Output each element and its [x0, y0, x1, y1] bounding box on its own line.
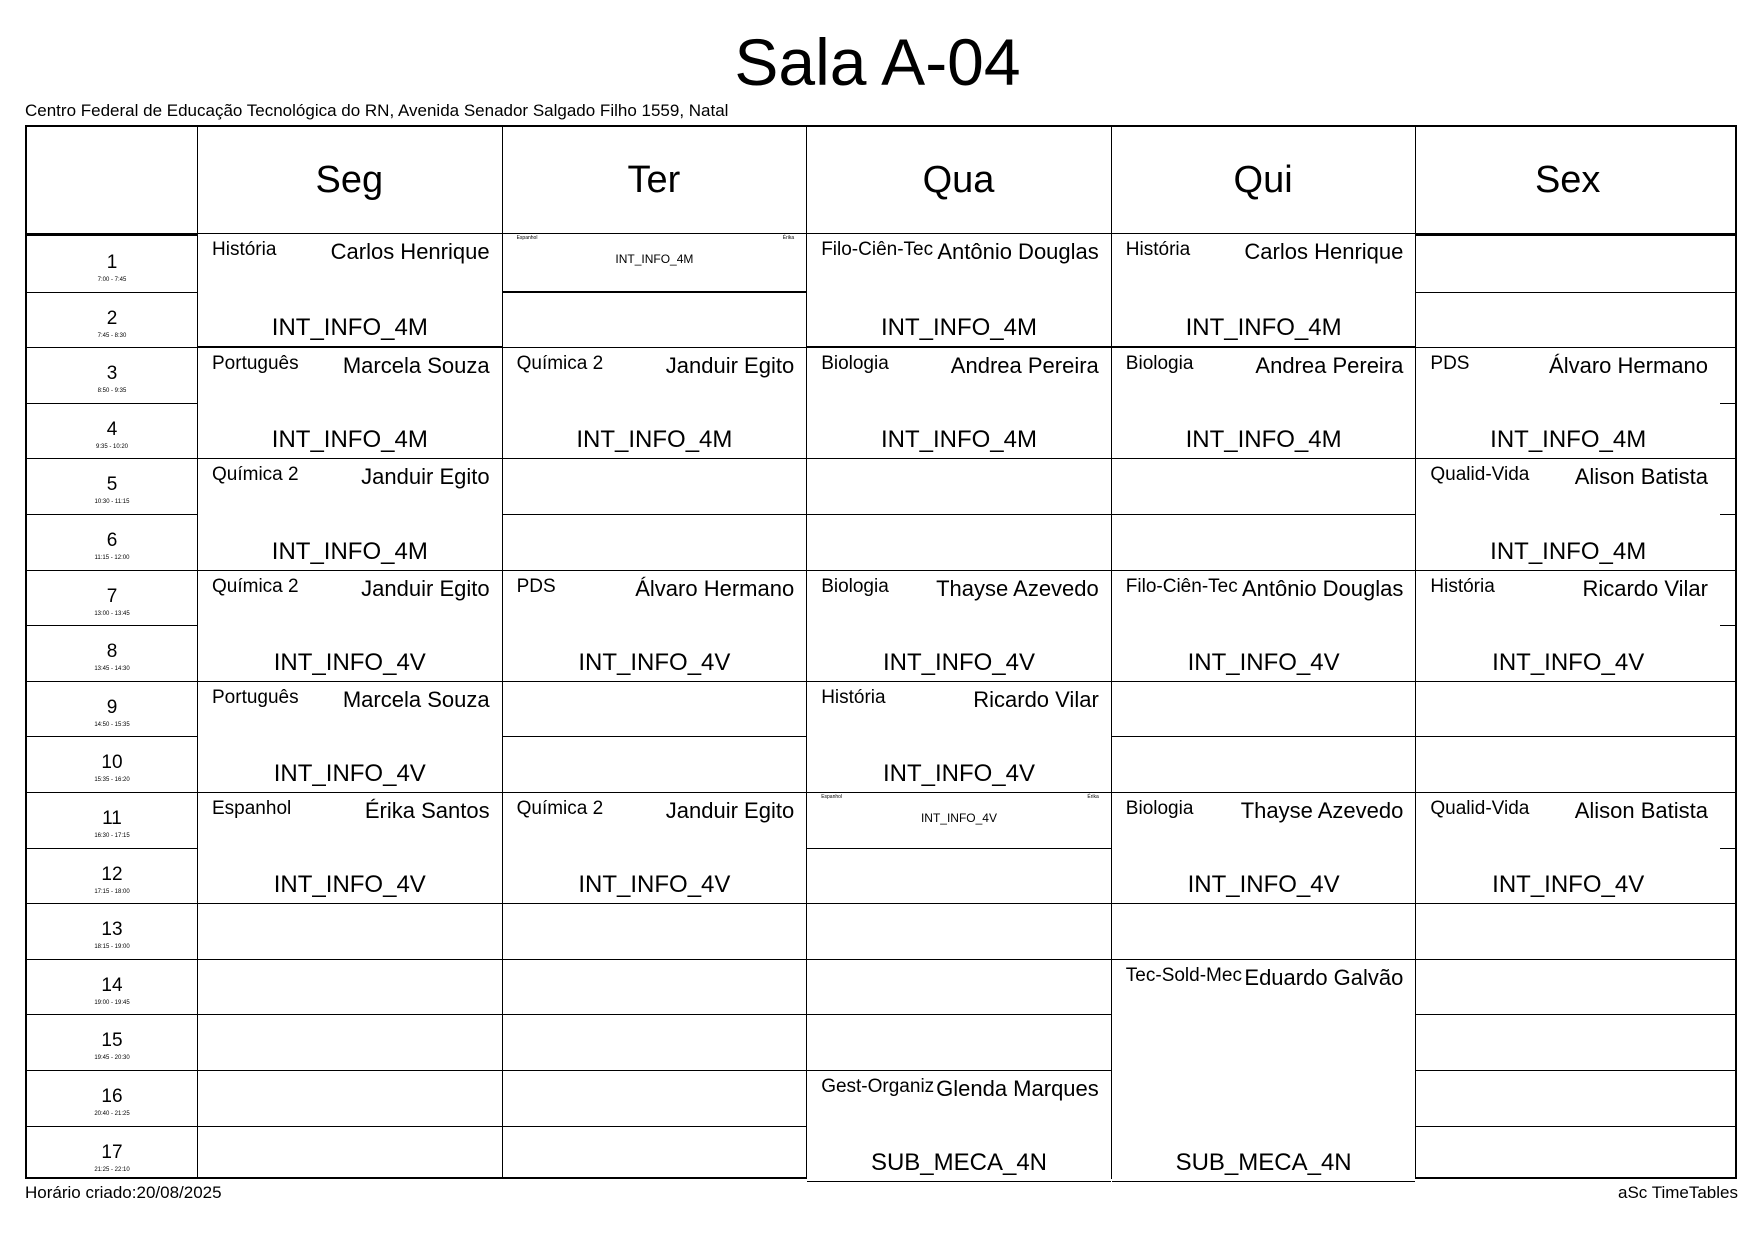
- lesson-class: INT_INFO_4V: [273, 871, 426, 899]
- period-time: 18:15 - 19:00: [94, 944, 130, 951]
- period-number: 1: [106, 252, 118, 273]
- lesson-teacher: Janduir Egito: [361, 464, 490, 490]
- lesson-class: INT_INFO_4M: [1185, 314, 1342, 342]
- period-time: 19:45 - 20:30: [94, 1055, 130, 1062]
- period-label: [27, 403, 197, 459]
- lesson-teacher: Andrea Pereira: [950, 353, 1099, 379]
- page-title: Sala A-04: [734, 25, 1021, 99]
- lesson-subject: PDS: [516, 575, 556, 597]
- lesson-card[interactable]: [1112, 792, 1416, 904]
- period-label: [27, 1126, 197, 1182]
- period-label: [27, 1070, 197, 1126]
- lesson-class: INT_INFO_4V: [882, 648, 1035, 676]
- lesson-teacher: Marcela Souza: [342, 353, 490, 379]
- period-number: 17: [101, 1141, 123, 1163]
- period-time: 7:45 - 8:30: [97, 332, 127, 339]
- period-time: 13:00 - 13:45: [94, 610, 130, 617]
- timetable-grid: [25, 125, 1737, 1179]
- lesson-subject: Espanhol: [821, 794, 843, 800]
- lesson-subject: Filo-Ciên-Tec: [1125, 575, 1238, 597]
- period-number: 12: [101, 863, 123, 885]
- row-divider: [27, 1014, 1735, 1015]
- period-label: [27, 903, 197, 959]
- lesson-class: INT_INFO_4V: [882, 759, 1035, 787]
- lesson-subject: Espanhol: [516, 235, 538, 241]
- lesson-subject: História: [1125, 239, 1191, 260]
- lesson-card[interactable]: [807, 570, 1111, 682]
- lesson-card[interactable]: [198, 458, 502, 570]
- period-label: [27, 792, 197, 848]
- school-address: Centro Federal de Educação Tecnológica do RN, Avenida Senador Salgado Filho 1559, Natal: [25, 101, 729, 120]
- period-label: [27, 848, 197, 904]
- lesson-card[interactable]: [1112, 570, 1416, 682]
- lesson-card[interactable]: [1112, 959, 1416, 1182]
- lesson-teacher: Glenda Marques: [936, 1076, 1099, 1101]
- day-header-0: Seg: [315, 158, 384, 201]
- lesson-card[interactable]: [198, 347, 502, 459]
- lesson-class: SUB_MECA_4N: [1175, 1149, 1352, 1177]
- lesson-class: INT_INFO_4M: [615, 252, 694, 266]
- lesson-subject: História: [1430, 575, 1495, 597]
- lesson-card[interactable]: [503, 792, 807, 904]
- lesson-card[interactable]: [807, 681, 1111, 793]
- lesson-teacher: Eduardo Galvão: [1244, 964, 1404, 990]
- lesson-class: SUB_MECA_4N: [870, 1149, 1048, 1177]
- period-time: 16:30 - 17:15: [94, 833, 130, 839]
- lesson-class: INT_INFO_4V: [578, 648, 731, 676]
- period-label: [27, 959, 197, 1015]
- creation-date: Horário criado:20/08/2025: [25, 1183, 222, 1202]
- lesson-teacher: Marcela Souza: [342, 686, 490, 712]
- lesson-teacher: Álvaro Hermano: [1549, 353, 1708, 379]
- period-label: [27, 625, 197, 681]
- period-time: 14:50 - 15:35: [94, 721, 130, 728]
- period-time: 11:15 - 12:00: [94, 555, 130, 561]
- lesson-subject: Filo-Ciên-Tec: [821, 239, 934, 260]
- period-time: 7:00 - 7:45: [97, 277, 127, 283]
- day-header-4: Sex: [1534, 158, 1601, 201]
- lesson-teacher: Carlos Henrique: [1244, 239, 1404, 264]
- lesson-subject: História: [821, 686, 886, 708]
- period-number: 7: [106, 585, 118, 607]
- period-number: 2: [106, 307, 118, 329]
- lesson-teacher: Ricardo Vilar: [1582, 575, 1708, 601]
- lesson-class: INT_INFO_4V: [273, 759, 426, 787]
- lesson-subject: Qualid-Vida: [1430, 464, 1530, 486]
- lesson-class: INT_INFO_4M: [576, 426, 733, 454]
- lesson-class: INT_INFO_4V: [1187, 871, 1340, 899]
- lesson-card[interactable]: [1416, 570, 1720, 682]
- lesson-class: INT_INFO_4M: [880, 426, 1037, 454]
- period-label: [27, 292, 197, 348]
- lesson-teacher: Alison Batista: [1574, 798, 1708, 823]
- period-number: 15: [101, 1030, 123, 1052]
- lesson-teacher: Antônio Douglas: [1241, 575, 1404, 601]
- period-number: 6: [106, 530, 118, 551]
- lesson-card[interactable]: [198, 234, 502, 347]
- lesson-subject: Química 2: [516, 353, 604, 375]
- lesson-class: INT_INFO_4V: [273, 648, 426, 676]
- lesson-subject: Português: [212, 353, 299, 375]
- lesson-teacher: Alison Batista: [1574, 464, 1708, 490]
- lesson-teacher: Antônio Douglas: [937, 239, 1099, 264]
- period-number: 11: [102, 808, 122, 829]
- lesson-subject: PDS: [1430, 353, 1470, 375]
- lesson-card[interactable]: [198, 681, 502, 793]
- software-credit: aSc TimeTables: [1618, 1183, 1738, 1202]
- lesson-subject: Biologia: [1125, 353, 1194, 375]
- lesson-subject: Biologia: [821, 575, 889, 597]
- period-label: [27, 736, 197, 792]
- period-label: [27, 347, 197, 403]
- lesson-class: INT_INFO_4V: [1187, 648, 1340, 676]
- period-time: 9:35 - 10:20: [95, 443, 129, 450]
- lesson-card[interactable]: [1112, 234, 1416, 347]
- period-time: 13:45 - 14:30: [94, 666, 130, 673]
- lesson-subject: Português: [212, 686, 299, 708]
- lesson-card[interactable]: [1416, 347, 1720, 459]
- lesson-subject: Química 2: [212, 464, 299, 486]
- day-header-3: Qui: [1233, 158, 1293, 201]
- lesson-class: INT_INFO_4V: [578, 871, 731, 899]
- period-time: 17:15 - 18:00: [94, 888, 130, 895]
- period-number: 14: [101, 974, 123, 996]
- period-number: 10: [101, 752, 123, 774]
- lesson-card[interactable]: [198, 792, 502, 904]
- lesson-card[interactable]: [503, 347, 807, 459]
- lesson-teacher: Érika: [782, 235, 795, 241]
- lesson-card[interactable]: [1416, 458, 1720, 570]
- lesson-class: INT_INFO_4V: [920, 811, 997, 825]
- period-time: 15:35 - 16:20: [94, 777, 130, 784]
- lesson-card[interactable]: [1416, 792, 1720, 904]
- period-label: [27, 570, 197, 626]
- lesson-class: INT_INFO_4V: [1492, 648, 1645, 676]
- lesson-teacher: Janduir Egito: [361, 575, 490, 601]
- lesson-card[interactable]: [807, 1070, 1111, 1182]
- lesson-subject: Gest-Organiz: [821, 1076, 935, 1097]
- lesson-teacher: Andrea Pereira: [1255, 353, 1404, 379]
- lesson-subject: Qualid-Vida: [1430, 798, 1530, 819]
- lesson-teacher: Érika: [1087, 794, 1099, 800]
- lesson-teacher: Thayse Azevedo: [1240, 798, 1404, 823]
- lesson-teacher: Thayse Azevedo: [936, 575, 1099, 601]
- period-time: 21:25 - 22:10: [94, 1166, 130, 1173]
- lesson-class: INT_INFO_4M: [1490, 426, 1647, 454]
- lesson-subject: Tec-Sold-Mec: [1125, 964, 1242, 986]
- period-time: 10:30 - 11:15: [94, 499, 130, 506]
- lesson-teacher: Érika Santos: [364, 798, 490, 823]
- lesson-card[interactable]: [1112, 347, 1416, 459]
- lesson-teacher: Janduir Egito: [665, 798, 795, 823]
- lesson-card[interactable]: [198, 570, 502, 682]
- lesson-subject: Biologia: [821, 353, 889, 375]
- period-label: [27, 236, 197, 292]
- period-label: [27, 1014, 197, 1070]
- lesson-subject: Espanhol: [212, 798, 292, 819]
- lesson-card[interactable]: [503, 570, 807, 682]
- period-label: [27, 681, 197, 737]
- period-number: 9: [106, 696, 118, 718]
- lesson-subject: Química 2: [516, 798, 604, 819]
- period-time: 8:50 - 9:35: [97, 388, 127, 395]
- lesson-class: INT_INFO_4M: [1490, 537, 1647, 565]
- row-divider: [27, 959, 1735, 960]
- lesson-class: INT_INFO_4V: [1492, 871, 1645, 899]
- lesson-class: INT_INFO_4M: [880, 314, 1037, 342]
- lesson-class: INT_INFO_4M: [271, 426, 428, 454]
- period-number: 8: [106, 641, 118, 663]
- period-time: 20:40 - 21:25: [94, 1111, 130, 1117]
- lesson-card[interactable]: [807, 347, 1111, 459]
- lesson-class: INT_INFO_4M: [271, 537, 428, 565]
- lesson-teacher: Janduir Egito: [665, 353, 795, 379]
- period-label: [27, 458, 197, 514]
- lesson-subject: História: [212, 239, 277, 260]
- lesson-card[interactable]: [807, 234, 1111, 347]
- period-number: 13: [101, 919, 123, 941]
- lesson-subject: Química 2: [212, 575, 299, 597]
- period-label: [27, 514, 197, 570]
- day-header-1: Ter: [627, 158, 681, 201]
- day-header-2: Qua: [922, 158, 995, 201]
- lesson-teacher: Carlos Henrique: [330, 239, 490, 264]
- lesson-class: INT_INFO_4M: [271, 314, 428, 342]
- period-number: 16: [101, 1086, 123, 1107]
- lesson-card[interactable]: [807, 792, 1111, 849]
- lesson-teacher: Álvaro Hermano: [635, 575, 795, 601]
- lesson-class: INT_INFO_4M: [1185, 426, 1342, 454]
- period-number: 3: [106, 363, 118, 385]
- period-time: 19:00 - 19:45: [94, 999, 130, 1006]
- period-number: 5: [106, 474, 118, 496]
- lesson-teacher: Ricardo Vilar: [973, 686, 1099, 712]
- lesson-card[interactable]: [503, 234, 807, 292]
- period-number: 4: [106, 418, 118, 440]
- lesson-subject: Biologia: [1125, 798, 1194, 819]
